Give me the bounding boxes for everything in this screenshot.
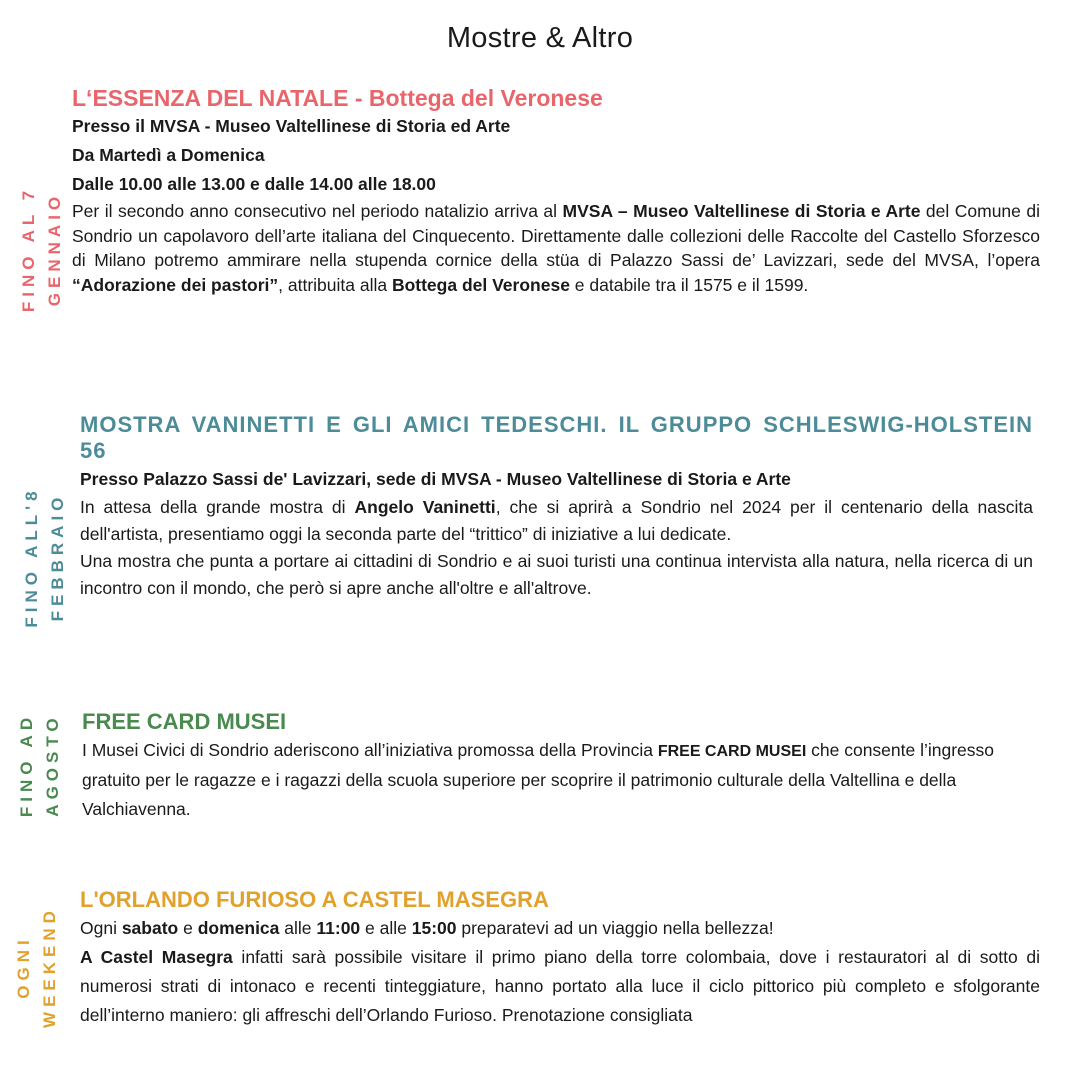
date-label-line: FINO AL 7 (19, 185, 38, 313)
event-description: I Musei Civici di Sondrio aderiscono all’iniziativa promossa della Provincia FREE CARD MUSEI che consente l’ingresso gratuito per le ragazze e i ragazzi della scuola superiore per scoprire il patrimonio culturale della Valtellina e della Valchiavenna. (82, 740, 995, 819)
date-label-line: GENNAIO (45, 191, 64, 307)
event-days: Da Martedì a Domenica (72, 145, 265, 165)
event-description-2: Una mostra che punta a portare ai cittadini di Sondrio e ai suoi turisti una continua intervista alla natura, nella ricerca di un incontro con il mondo, che però si apre anche all'oltre e all'altrove. (80, 551, 1033, 598)
event-description: Ogni sabato e domenica alle 11:00 e alle 15:00 preparatevi ad un viaggio nella bellezza! A Castel Masegra infatti sarà possibile visitare il primo piano della torre colombaia, dove i restauratori al di sotto di numerosi strati di intonaco e recenti tinteggiature, hanno portato alla luce il ciclo pittorico più completo e sfolgorante dell’interno maniero: gli affreschi dell’Orlando Furioso. Prenotazione consigliata (80, 918, 1041, 1025)
date-label-section-3 (10, 675, 70, 855)
date-label-section-2 (15, 467, 75, 647)
event-description: Per il secondo anno consecutivo nel periodo natalizio arriva al MVSA – Museo Valtellinese di Storia e Arte del Comune di Sondrio un capolavoro dell’arte italiana del Cinquecento. Direttamente dalle collezioni delle Raccolte del Castello Sforzesco di Milano potremo ammirare nella stupenda cornice della stüa di Palazzo Sassi de’ Lavizzari, sede del MVSA, l’opera “Adorazione dei pastori”, attribuita alla Bottega del Veronese e databile tra il 1575 e il 1599. (72, 201, 1040, 295)
date-label-section-4 (7, 877, 67, 1057)
date-label-line: AGOSTO (43, 713, 62, 817)
event-title: MOSTRA VANINETTI E GLI AMICI TEDESCHI. IL GRUPPO SCHLESWIG-HOLSTEIN 56 (80, 412, 1033, 463)
date-label-line: FEBBRAIO (48, 492, 67, 622)
event-section-3 (82, 708, 1040, 824)
date-label-line: WEEKEND (40, 906, 59, 1028)
date-label-section-1 (12, 159, 72, 339)
event-section-1 (72, 84, 1040, 297)
event-title: L‘ESSENZA DEL NATALE - Bottega del Veronese (72, 85, 603, 111)
event-title: L'ORLANDO FURIOSO A CASTEL MASEGRA (80, 887, 549, 912)
date-label-line: FINO ALL'8 (22, 486, 41, 628)
event-section-2 (80, 412, 1033, 602)
event-section-4 (80, 886, 1040, 1030)
event-description: In attesa della grande mostra di Angelo Vaninetti, che si aprirà a Sondrio nel 2024 per il centenario della nascita dell'artista, presentiamo oggi la seconda parte del “trittico” di iniziative a lui dedicate. (80, 497, 1033, 544)
event-title: FREE CARD MUSEI (82, 709, 287, 734)
date-label-line: FINO AD (17, 712, 36, 818)
event-location: Presso Palazzo Sassi de' Lavizzari, sede di MVSA - Museo Valtellinese di Storia e Arte (80, 469, 791, 489)
event-hours: Dalle 10.00 alle 13.00 e dalle 14.00 alle 18.00 (72, 174, 436, 194)
page-title: Mostre & Altro (446, 22, 634, 54)
date-label-line: OGNI (14, 935, 33, 999)
event-location: Presso il MVSA - Museo Valtellinese di Storia ed Arte (72, 116, 511, 136)
